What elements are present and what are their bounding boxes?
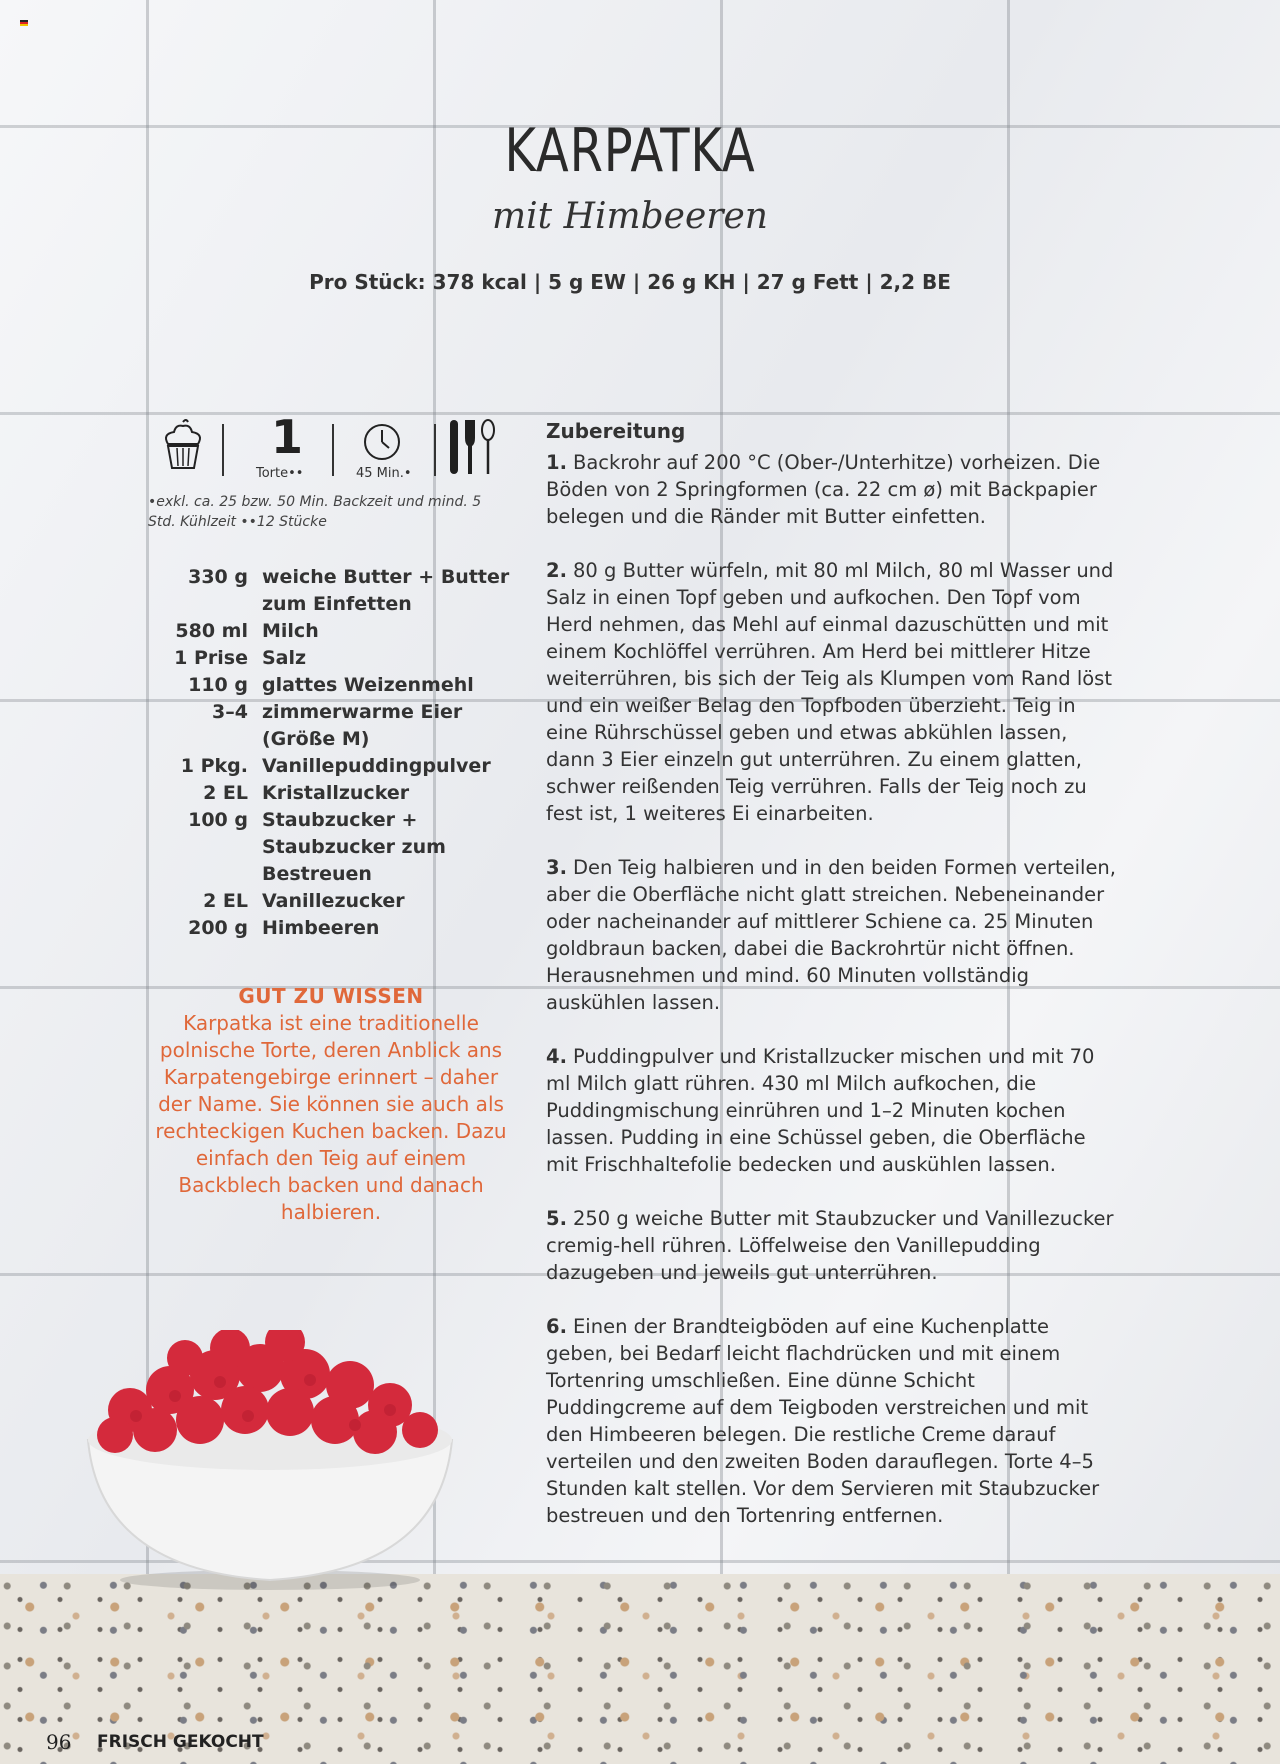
ingredient-name: Vanillezucker [262, 890, 405, 912]
preparation-step [546, 1043, 1116, 1178]
ingredient-row [150, 699, 510, 753]
recipe-subtitle: mit Himbeeren [492, 196, 768, 237]
step-number: 4. [546, 1045, 567, 1068]
preparation-section [546, 418, 1116, 1556]
ingredient-quantity: 2 EL [203, 890, 248, 912]
ingredient-quantity: 2 EL [203, 782, 248, 804]
ingredient-quantity: 330 g [188, 566, 248, 588]
preparation-step [546, 1313, 1116, 1529]
cake-icon [160, 418, 206, 478]
page-number: 96 [46, 1730, 72, 1754]
step-text: Einen der Brandteigböden auf eine Kuchenplatte geben, bei Bedarf leicht flachdrücken und mit einem Tortenring umschließen. Eine dünne Schicht Puddingcreme auf dem Teigboden verstreichen und mit den Himbeeren belegen. Die restliche Creme darauf verteilen und den zweiten Boden darauflegen. Torte 4–5 Stunden kalt stellen. Vor dem Servieren mit Staubzucker bestreuen und den Tortenring entfernen. [546, 1315, 1100, 1527]
ingredient-quantity: 580 ml [175, 620, 248, 642]
ingredient-quantity: 200 g [188, 917, 248, 939]
ingredient-row [150, 915, 510, 942]
ingredient-name: glattes Weizenmehl [262, 674, 474, 696]
recipe-meta [150, 410, 510, 486]
ingredient-quantity: 1 Prise [174, 647, 248, 669]
preparation-step [546, 449, 1116, 530]
ingredient-row [150, 888, 510, 915]
step-number: 3. [546, 856, 567, 879]
ingredient-name: Milch [262, 620, 319, 642]
ingredient-row [150, 618, 510, 645]
ingredient-row [150, 780, 510, 807]
page-footer [0, 1716, 1280, 1764]
nutrition-info: Pro Stück: 378 kcal | 5 g EW | 26 g KH | 27 g Fett | 2,2 BE [309, 270, 951, 294]
ingredient-quantity: 100 g [188, 809, 248, 831]
tip-title: GUT ZU WISSEN [238, 984, 424, 1008]
ingredient-name: zimmerwarme Eier (Größe M) [262, 701, 463, 750]
ingredient-name: Vanillepuddingpulver [262, 755, 491, 777]
meta-divider [332, 424, 334, 476]
ingredient-row [150, 753, 510, 780]
ingredient-list [150, 564, 510, 942]
flag-icon [20, 20, 28, 26]
ingredient-row [150, 564, 510, 618]
meta-divider [222, 424, 224, 476]
ingredient-name: Salz [262, 647, 307, 669]
recipe-title: KARPATKA [504, 116, 756, 186]
ingredient-name: Staubzucker + Staubzucker zum Bestreuen [262, 809, 446, 885]
yield-count: 1 [270, 410, 303, 464]
ingredient-name: Kristallzucker [262, 782, 410, 804]
preparation-step [546, 557, 1116, 827]
cutlery-icon [448, 418, 504, 482]
step-text: Puddingpulver und Kristallzucker mischen und mit 70 ml Milch glatt rühren. 430 ml Milch aufkochen, die Puddingmischung einrühren und 1–2 Minuten kochen lassen. Pudding in eine Schüssel geben, die Oberfläche mit Frischhaltefolie bedecken und auskühlen lassen. [546, 1045, 1095, 1176]
ingredient-row [150, 645, 510, 672]
ingredient-name: weiche Butter + Butter zum Einfetten [262, 566, 510, 615]
raspberry-bowl-image [70, 1330, 470, 1590]
ingredient-quantity: 3–4 [212, 701, 248, 723]
yield-label: Torte•• [256, 466, 304, 481]
magazine-section: FRISCH GEKOCHT [97, 1732, 264, 1752]
time-label: 45 Min.• [356, 466, 412, 481]
clock-icon [362, 422, 402, 466]
step-text: 80 g Butter würfeln, mit 80 ml Milch, 80 ml Wasser und Salz in einen Topf geben und aufkochen. Den Topf vom Herd nehmen, das Mehl auf einmal dazuschütten und mit einem Kochlöffel verrühren. Am Herd bei mittlerer Hitze weiterrühren, bis sich der Teig als Klumpen vom Rand löst und ein weißer Belag den Topfboden überzieht. Teig in eine Rührschüssel geben und etwas abkühlen lassen, dann 3 Eier einzeln gut unterrühren. Zu einem glatten, schwer reißenden Teig verrühren. Falls der Teig noch zu fest ist, 1 weiteres Ei einarbeiten. [546, 559, 1114, 825]
step-number: 6. [546, 1315, 567, 1338]
ingredient-quantity: 110 g [188, 674, 248, 696]
ingredient-quantity: 1 Pkg. [180, 755, 248, 777]
ingredient-row [150, 672, 510, 699]
preparation-title: Zubereitung [546, 419, 686, 443]
ingredient-name: Himbeeren [262, 917, 380, 939]
step-text: Backrohr auf 200 °C (Ober-/Unterhitze) vorheizen. Die Böden von 2 Springformen (ca. 22 cm ø) mit Backpapier belegen und die Ränder mit Butter einfetten. [546, 451, 1101, 528]
tip-body: Karpatka ist eine traditionelle polnische Torte, deren Anblick ans Karpatengebirge erinnert – daher der Name. Sie können sie auch als rechteckigen Kuchen backen. Dazu einfach den Teig auf einem Backblech backen und danach halbieren. [155, 1011, 507, 1224]
preparation-step [546, 854, 1116, 1016]
ingredient-row [150, 807, 510, 888]
step-text: 250 g weiche Butter mit Staubzucker und Vanillezucker cremig-hell rühren. Löffelweise den Vanillepudding dazugeben und jeweils gut unterrühren. [546, 1207, 1114, 1284]
step-text: Den Teig halbieren und in den beiden Formen verteilen, aber die Oberfläche nicht glatt streichen. Nebeneinander oder nacheinander auf mittlerer Schiene ca. 25 Minuten goldbraun backen, dabei die Backrohrtür nicht öffnen. Herausnehmen und mind. 60 Minuten vollständig auskühlen lassen. [546, 856, 1116, 1014]
step-number: 2. [546, 559, 567, 582]
tip-box [150, 982, 512, 1226]
meta-footnote: •exkl. ca. 25 bzw. 50 Min. Backzeit und mind. 5 Std. Kühlzeit ••12 Stücke [148, 494, 482, 530]
preparation-step [546, 1205, 1116, 1286]
meta-divider [434, 424, 436, 476]
step-number: 5. [546, 1207, 567, 1230]
step-number: 1. [546, 451, 567, 474]
